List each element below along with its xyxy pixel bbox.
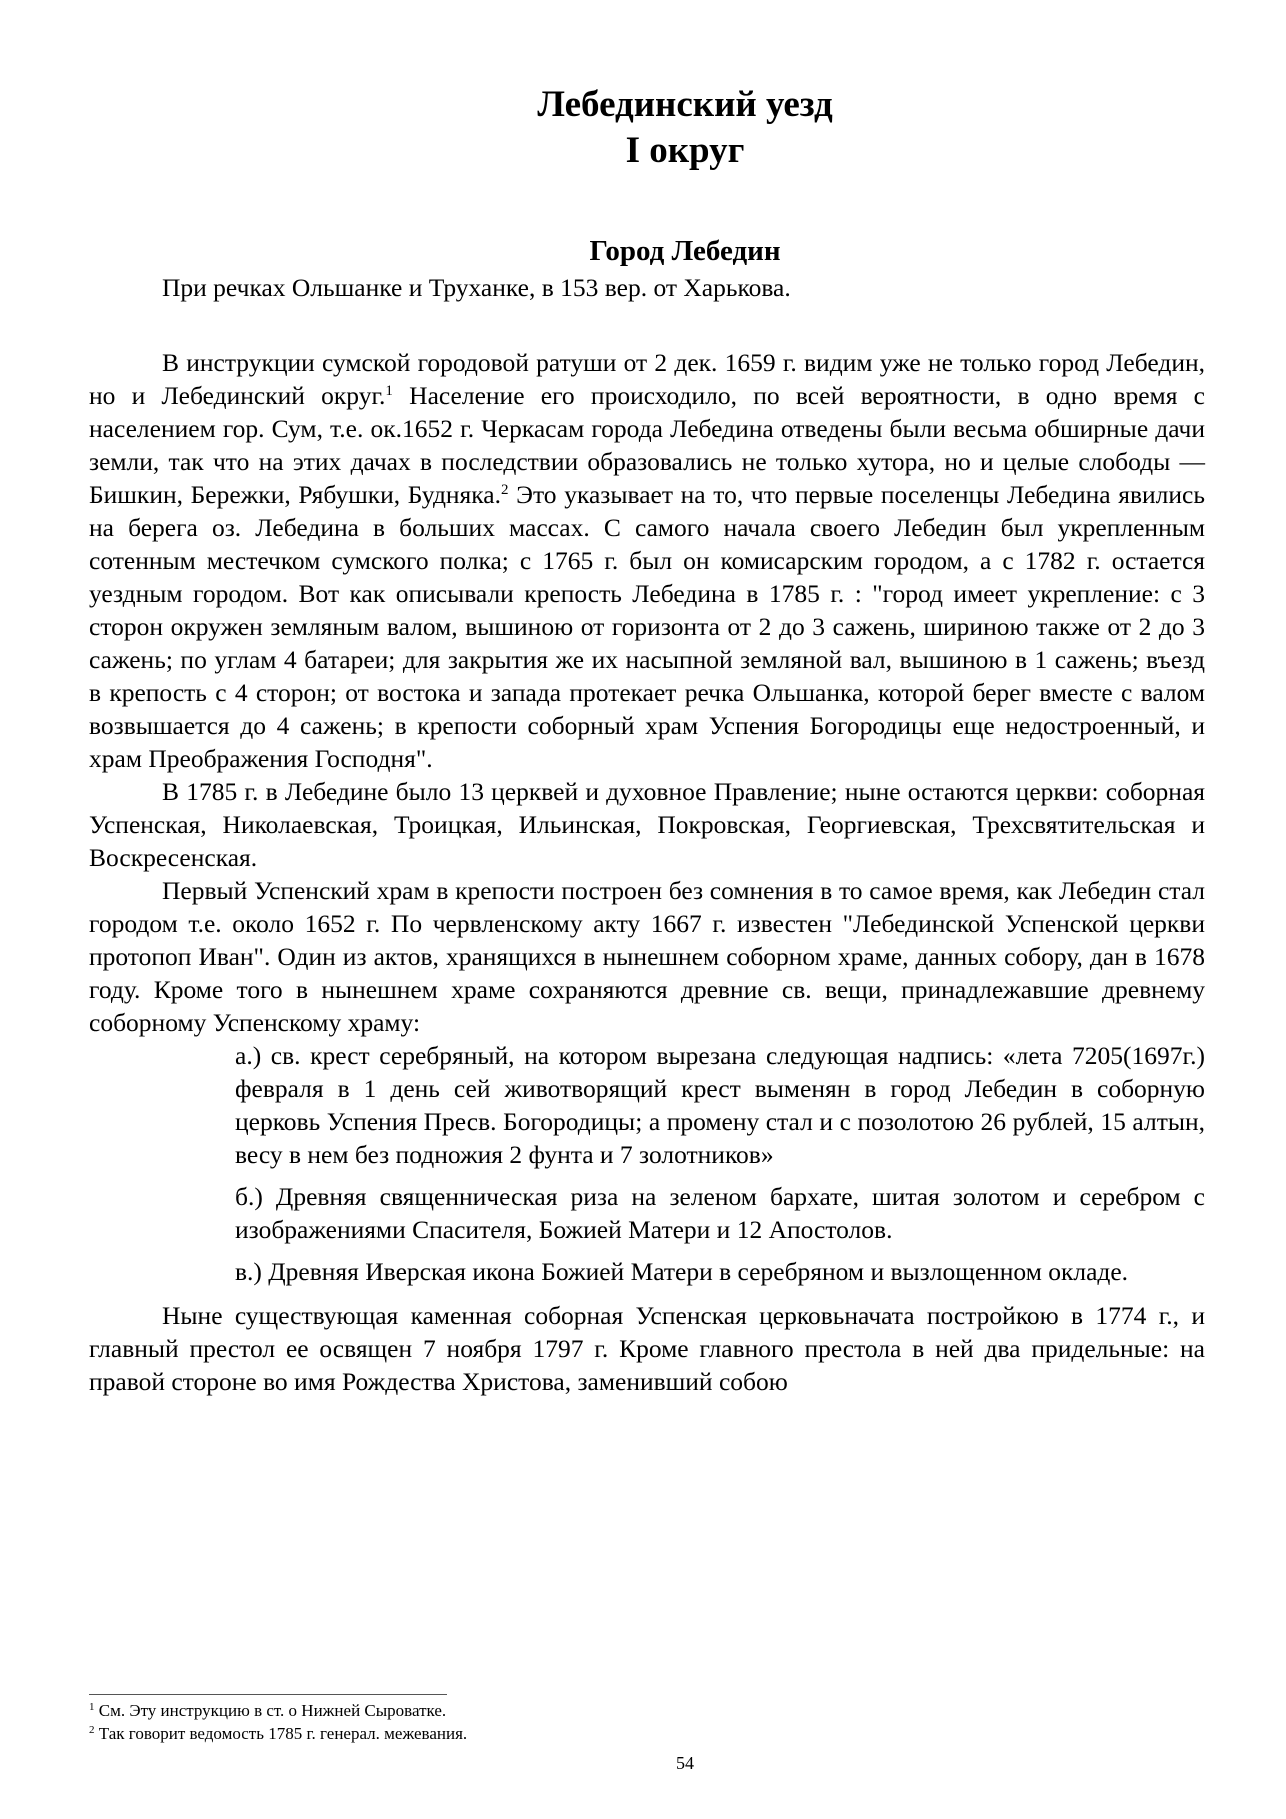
- relics-list: [235, 1039, 1205, 1288]
- paragraph-1-part-a: В инструкции сумской городовой ратуши от 2 дек. 1659 г. видим уже не только город Лебедин, но и Лебединский округ.: [89, 348, 1205, 410]
- paragraph-1-part-b: Население его происходило, по всей вероятности, в одно время с населением гор. Сум, т.е. ок.1652 г. Черкасам города Лебедина отведены были весьма обширные дачи земли, так что на этих дачах в последствии образовались не только хутора, но и целые слободы — Бишкин, Бережки, Рябушки, Будняка.: [89, 381, 1205, 509]
- body-text: [89, 346, 1205, 1398]
- footnote-2: [89, 1722, 1205, 1745]
- footnote-1-mark: 1: [89, 1701, 95, 1713]
- page-title-line-2: I округ: [625, 130, 745, 171]
- page-title: [0, 82, 1286, 174]
- list-item: а.) св. крест серебряный, на котором вырезана следующая надпись: «лета 7205(1697г.) февраля в 1 день сей животворящий крест выменян в город Лебедин в соборную церковь Успения Пресв. Богородицы; а промену стал и с позолотою 26 рублей, 15 алтын, весу в нем без подножия 2 фунта и 7 золотников»: [235, 1041, 1205, 1169]
- page-number: 54: [676, 1753, 694, 1773]
- list-item: в.) Древняя Иверская икона Божией Матери в серебряном и вызлощенном окладе.: [235, 1257, 1129, 1286]
- paragraph-4: Ныне существующая каменная соборная Успенская церковьначата постройкою в 1774 г., и главный престол ее освящен 7 ноября 1797 г. Кроме главного престола в ней два придельные: на правой стороне во имя Рождества Христова, заменивший собою: [89, 1301, 1205, 1396]
- footnote-ref-1[interactable]: 1: [385, 383, 393, 399]
- section-subtitle: При речках Ольшанке и Труханке, в 153 вер. от Харькова.: [162, 273, 791, 302]
- footnote-2-mark: 2: [89, 1724, 95, 1736]
- list-item: б.) Древняя священническая риза на зеленом бархате, шитая золотом и серебром с изображениями Спасителя, Божией Матери и 12 Апостолов.: [235, 1182, 1205, 1244]
- footnote-2-text: Так говорит ведомость 1785 г. генерал. межевания.: [98, 1724, 468, 1743]
- paragraph-1-part-c: Это указывает на то, что первые поселенцы Лебедина явились на берега оз. Лебедина в больших массах. С самого начала своего Лебедин был укрепленным сотенным местечком сумского полка; с 1765 г. был он комисарским городом, а с 1782 г. остается уездным городом. Вот как описывали крепость Лебедина в 1785 г. : "город имеет укрепление: с 3 сторон окружен земляным валом, вышиною от горизонта от 2 до 3 сажень, шириною также от 2 до 3 сажень; по углам 4 батареи; для закрытия же их насыпной земляной вал, вышиною в 1 сажень; въезд в крепость с 4 сторон; от востока и запада протекает речка Ольшанка, которой берег вместе с валом возвышается до 4 сажень; в крепости соборный храм Успения Богородицы еще недостроенный, и храм Преображения Господня".: [89, 480, 1205, 773]
- paragraph-2: В 1785 г. в Лебедине было 13 церквей и духовное Правление; ныне остаются церкви: соборная Успенская, Николаевская, Троицкая, Ильинская, Покровская, Георгиевская, Трехсвятительская и Воскресенская.: [89, 777, 1205, 872]
- footnote-divider: [89, 1694, 447, 1695]
- page-title-line-1: Лебединский уезд: [537, 84, 833, 125]
- paragraph-3: Первый Успенский храм в крепости построен без сомнения в то самое время, как Лебедин стал городом т.е. около 1652 г. По червленскому акту 1667 г. известен "Лебединской Успенской церкви протопоп Иван". Один из актов, хранящихся в нынешнем соборном храме, данных собору, дан в 1678 году. Кроме того в нынешнем храме сохраняются древние св. вещи, принадлежавшие древнему соборному Успенскому храму:: [89, 876, 1205, 1037]
- footnote-1-text: См. Эту инструкцию в ст. о Нижней Сыроватке.: [98, 1701, 447, 1720]
- footnotes: [89, 1699, 1205, 1745]
- footnote-ref-2[interactable]: 2: [501, 482, 509, 498]
- section-title: Город Лебедин: [589, 235, 781, 267]
- paragraph-1: [89, 346, 1205, 775]
- footnote-1: [89, 1699, 1205, 1722]
